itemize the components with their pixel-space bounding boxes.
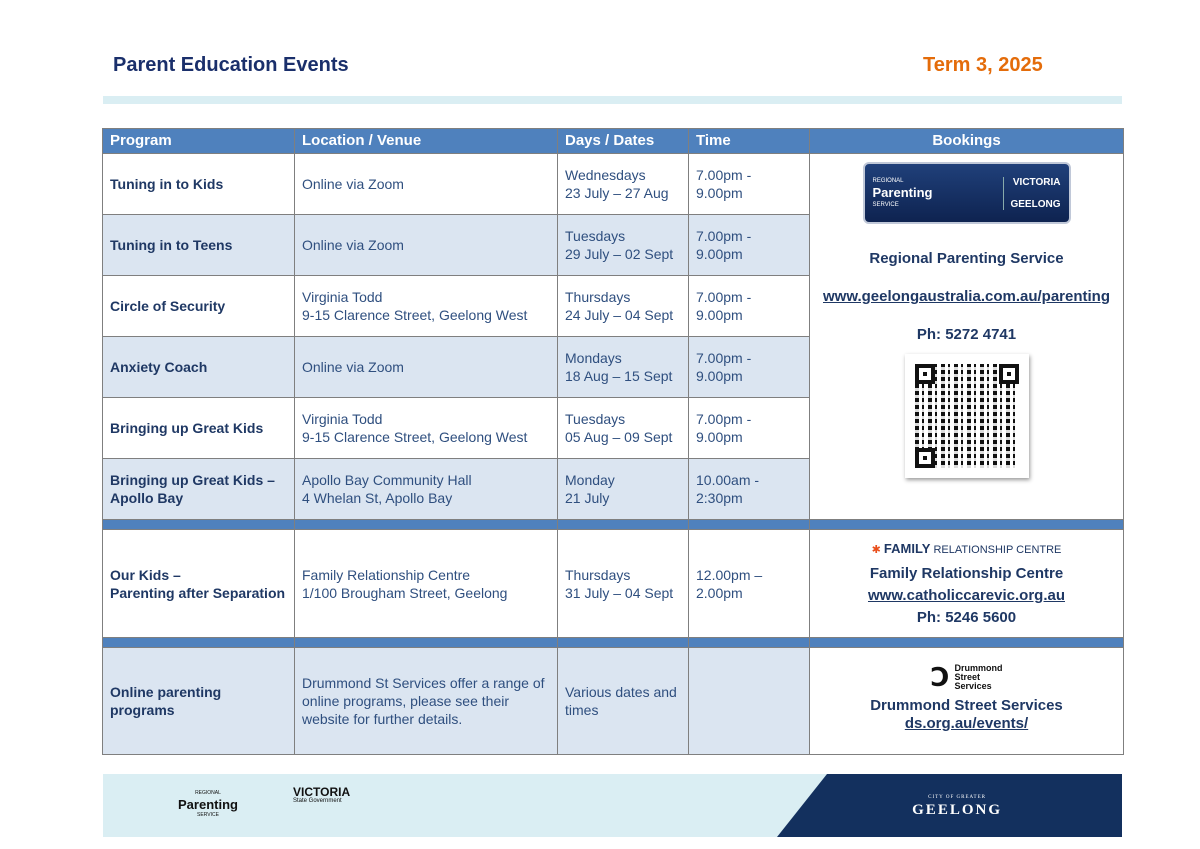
header-bookings: Bookings [810,129,1124,154]
time: 7.00pm - 9.00pm [689,337,810,398]
time: 7.00pm - 9.00pm [689,276,810,337]
drummond-logo: Ↄ Drummond Street Services [930,662,1003,692]
frc-url-link[interactable]: www.catholiccarevic.org.au [867,587,1065,604]
time: 7.00pm - 9.00pm [689,154,810,215]
days-dates: Tuesdays 05 Aug – 09 Sept [558,398,689,459]
frc-phone: Ph: 5246 5600 [916,609,1017,626]
time: 10.00am - 2:30pm [689,459,810,520]
term-label: Term 3, 2025 [923,54,1043,76]
footer-victoria-logo: VICTORIA State Government [293,785,351,804]
days-dates: Monday 21 July [558,459,689,520]
rps-phone: Ph: 5272 4741 [916,326,1017,343]
program-name: Tuning in to Teens [103,215,295,276]
section-separator [103,520,1124,530]
header-time: Time [689,129,810,154]
footer-geelong-logo: CITY OF GREATER GEELONG [912,795,1002,818]
header-venue: Location / Venue [295,129,558,154]
venue: Online via Zoom [295,337,558,398]
venue: Online via Zoom [295,215,558,276]
days-dates: Thursdays 31 July – 04 Sept [558,530,689,638]
program-name: Tuning in to Kids [103,154,295,215]
section-separator [103,638,1124,648]
venue: Virginia Todd 9-15 Clarence Street, Geelong West [295,276,558,337]
program-name: Circle of Security [103,276,295,337]
footer-rps-logo: REGIONAL Parenting SERVICE [178,790,238,818]
rps-logo: REGIONAL Parenting SERVICE VICTORIA GEELONG [863,162,1071,224]
days-dates: Mondays 18 Aug – 15 Sept [558,337,689,398]
days-dates: Thursdays 24 July – 04 Sept [558,276,689,337]
program-name: Online parenting programs [103,648,295,755]
days-dates: Tuesdays 29 July – 02 Sept [558,215,689,276]
days-dates: Various dates and times [558,648,689,755]
days-dates: Wednesdays 23 July – 27 Aug [558,154,689,215]
venue: Drummond St Services offer a range of online programs, please see their website for further details. [295,648,558,755]
program-name: Bringing up Great Kids – Apollo Bay [103,459,295,520]
rps-booking-cell [810,154,1124,520]
header-divider [103,96,1122,104]
page-title: Parent Education Events [113,54,349,76]
time [689,648,810,755]
table-row [103,154,1124,215]
ds-url-link[interactable]: ds.org.au/events/ [904,715,1029,732]
rps-name: Regional Parenting Service [869,250,1064,267]
time: 7.00pm - 9.00pm [689,215,810,276]
venue: Family Relationship Centre 1/100 Brougham Street, Geelong [295,530,558,638]
frc-logo: ✱ FAMILY RELATIONSHIP CENTRE [871,541,1062,556]
table-row [103,648,1124,755]
ds-booking-cell [810,648,1124,755]
footer-banner [103,774,1122,837]
program-name: Our Kids – Parenting after Separation [103,530,295,638]
frc-booking-cell [810,530,1124,638]
venue: Virginia Todd 9-15 Clarence Street, Geelong West [295,398,558,459]
ds-name: Drummond Street Services [870,697,1063,714]
table-header-row [103,129,1124,154]
time: 7.00pm - 9.00pm [689,398,810,459]
header-dates: Days / Dates [558,129,689,154]
table-row [103,530,1124,638]
frc-name: Family Relationship Centre [869,565,1064,582]
time: 12.00pm – 2.00pm [689,530,810,638]
program-name: Anxiety Coach [103,337,295,398]
events-table [102,128,1124,755]
header-program: Program [103,129,295,154]
program-name: Bringing up Great Kids [103,398,295,459]
qr-code-icon[interactable] [905,354,1029,478]
venue: Apollo Bay Community Hall 4 Whelan St, Apollo Bay [295,459,558,520]
rps-url-link[interactable]: www.geelongaustralia.com.au/parenting [823,288,1110,305]
venue: Online via Zoom [295,154,558,215]
